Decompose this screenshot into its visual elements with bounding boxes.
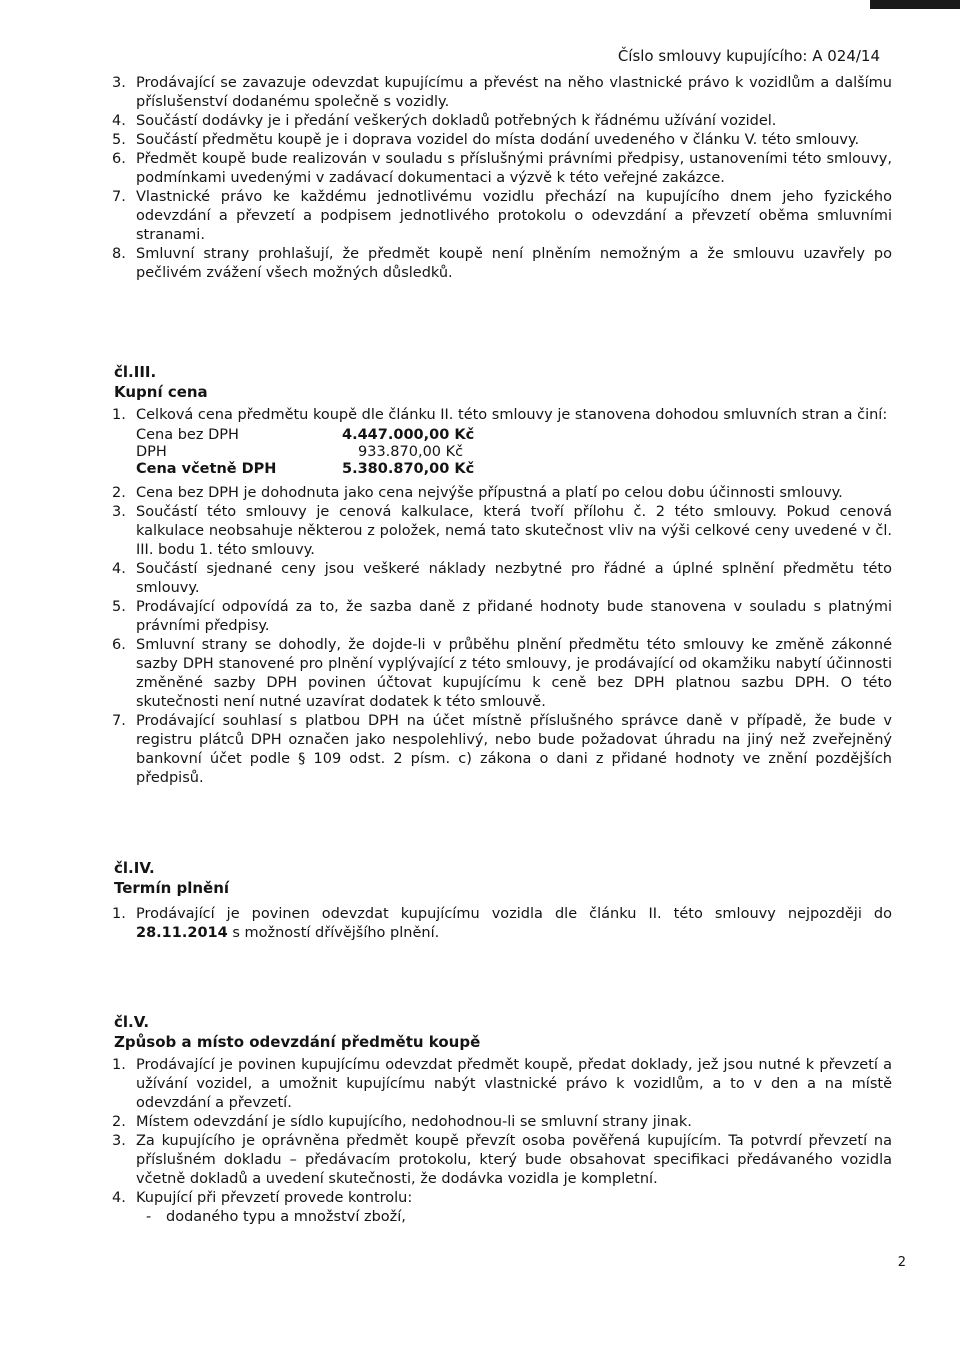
list-item: 4. Součástí sjednané ceny jsou veškeré náklady nezbytné pro řádné a úplné splnění předmětu této smlouvy. [112,561,892,596]
section-3-label: čl.III. [114,363,157,381]
list-item: 7. Prodávající souhlasí s platbou DPH na účet místně příslušného správce daně v případě, že bude v registru plátců DPH označen jako nespolehlivý, nebo bude požadovat úhradu na jiný než zveřejněný bankovní účet podle § 109 odst. 2 písm. c) zákona o dani z přidané hodnoty ve znění pozdějších předpisů. [112,713,892,786]
list-item: 5. Součástí předmětu koupě je i doprava vozidel do místa dodání uvedeného v článku V. této smlouvy. [112,132,860,148]
section-4-label: čl.IV. [114,859,155,877]
list-item: 3. Za kupujícího je oprávněna předmět koupě převzít osoba pověřená kupujícím. Ta potvrdí převzetí na příslušném dokladu – předávacím protokolu, který bude obsahovat specifikaci předávaného vozidla včetně dokladů a uvedení skutečnosti, že dodávka vozidla je kompletní. [112,1133,892,1187]
list-item: 1. Prodávající je povinen odevzdat kupujícímu vozidla dle článku II. této smlouvy nejpozději do 28.11.2014 s možností dřívějšího plnění. [112,906,892,941]
list-item: 1. Prodávající je povinen kupujícímu odevzdat předmět koupě, předat doklady, jež jsou nutné k převzetí a užívání vozidel, a umožnit kupujícímu nabýt vlastnické právo k vozidlům, a to v den a na místě odevzdání a převzetí. [112,1057,892,1111]
list-item: 8. Smluvní strany prohlašují, že předmět koupě není plněním nemožným a že smlouvu uzavřely po pečlivém zvážení všech možných důsledků. [112,246,892,281]
scan-corner-mark [870,0,960,9]
contract-number: Číslo smlouvy kupujícího: A 024/14 [617,47,880,65]
price-row: Cena včetně DPH 5.380.870,00 Kč [136,461,475,477]
section-3-title: Kupní cena [114,383,208,401]
section-5-title: Způsob a místo odevzdání předmětu koupě [114,1033,481,1051]
list-item: 3. Součástí této smlouvy je cenová kalkulace, která tvoří přílohu č. 2 této smlouvy. Pokud cenová kalkulace neobsahuje některou z položek, nemá tato skutečnost vliv na výši celkové ceny uvedené v čl. III. bodu 1. této smlouvy. [112,504,892,558]
price-row: Cena bez DPH 4.447.000,00 Kč [136,427,475,443]
list-item: 2. Místem odevzdání je sídlo kupujícího, nedohodnou-li se smluvní strany jinak. [112,1114,692,1130]
section-4-heading [114,858,229,898]
list-item: 4. Kupující při převzetí provede kontrolu: [112,1190,413,1206]
section-3-heading [114,362,208,402]
price-row: DPH 933.870,00 Kč [136,444,464,460]
list-item: 1. Celková cena předmětu koupě dle článku II. této smlouvy je stanovena dohodou smluvních stran a činí: [112,407,888,423]
list-item: 6. Předmět koupě bude realizován v souladu s příslušnými právními předpisy, ustanoveními této smlouvy, podmínkami uvedenými v zadávací dokumentaci a výzvě k této veřejné zakázce. [112,151,892,186]
page-number: 2 [897,1255,906,1270]
list-item: 7. Vlastnické právo ke každému jednotlivému vozidlu přechází na kupujícího dnem jeho fyzického odevzdání a převzetí a podpisem jednotlivého protokolu o odevzdání a převzetí oběma smluvními stranami. [112,189,892,243]
price-table [136,427,892,478]
section-3-list [112,406,892,788]
section-5-label: čl.V. [114,1013,150,1031]
list-item: 2. Cena bez DPH je dohodnuta jako cena nejvýše přípustná a platí po celou dobu účinnosti smlouvy. [112,485,843,501]
list-item: 6. Smluvní strany se dohodly, že dojde-li v průběhu plnění předmětu této smlouvy ke změně zákonné sazby DPH stanovené pro plnění vyplývající z této smlouvy, je prodávající od okamžiku nabytí účinnosti změněné sazby DPH povinen účtovat kupujícímu k ceně bez DPH platnou sazbu DPH. O této skutečnosti není nutné uzavírat dodatek k této smlouvě. [112,637,892,710]
sub-list-item: - dodaného typu a množství zboží, [146,1209,406,1225]
section-5-heading [114,1012,480,1052]
list-item: 5. Prodávající odpovídá za to, že sazba daně z přidané hodnoty bude stanovena v souladu s platnými právními předpisy. [112,599,892,634]
list-item: 4. Součástí dodávky je i předání veškerých dokladů potřebných k řádnému užívání vozidel. [112,113,777,129]
intro-list [112,74,892,283]
section-5-list [112,1056,892,1227]
section-4-title: Termín plnění [114,879,230,897]
list-item: 3. Prodávající se zavazuje odevzdat kupujícímu a převést na něho vlastnické právo k vozidlům a dalšímu příslušenství dodanému společně s vozidly. [112,75,892,110]
delivery-date: 28.11.2014 [136,925,228,941]
section-4-list [112,905,892,943]
